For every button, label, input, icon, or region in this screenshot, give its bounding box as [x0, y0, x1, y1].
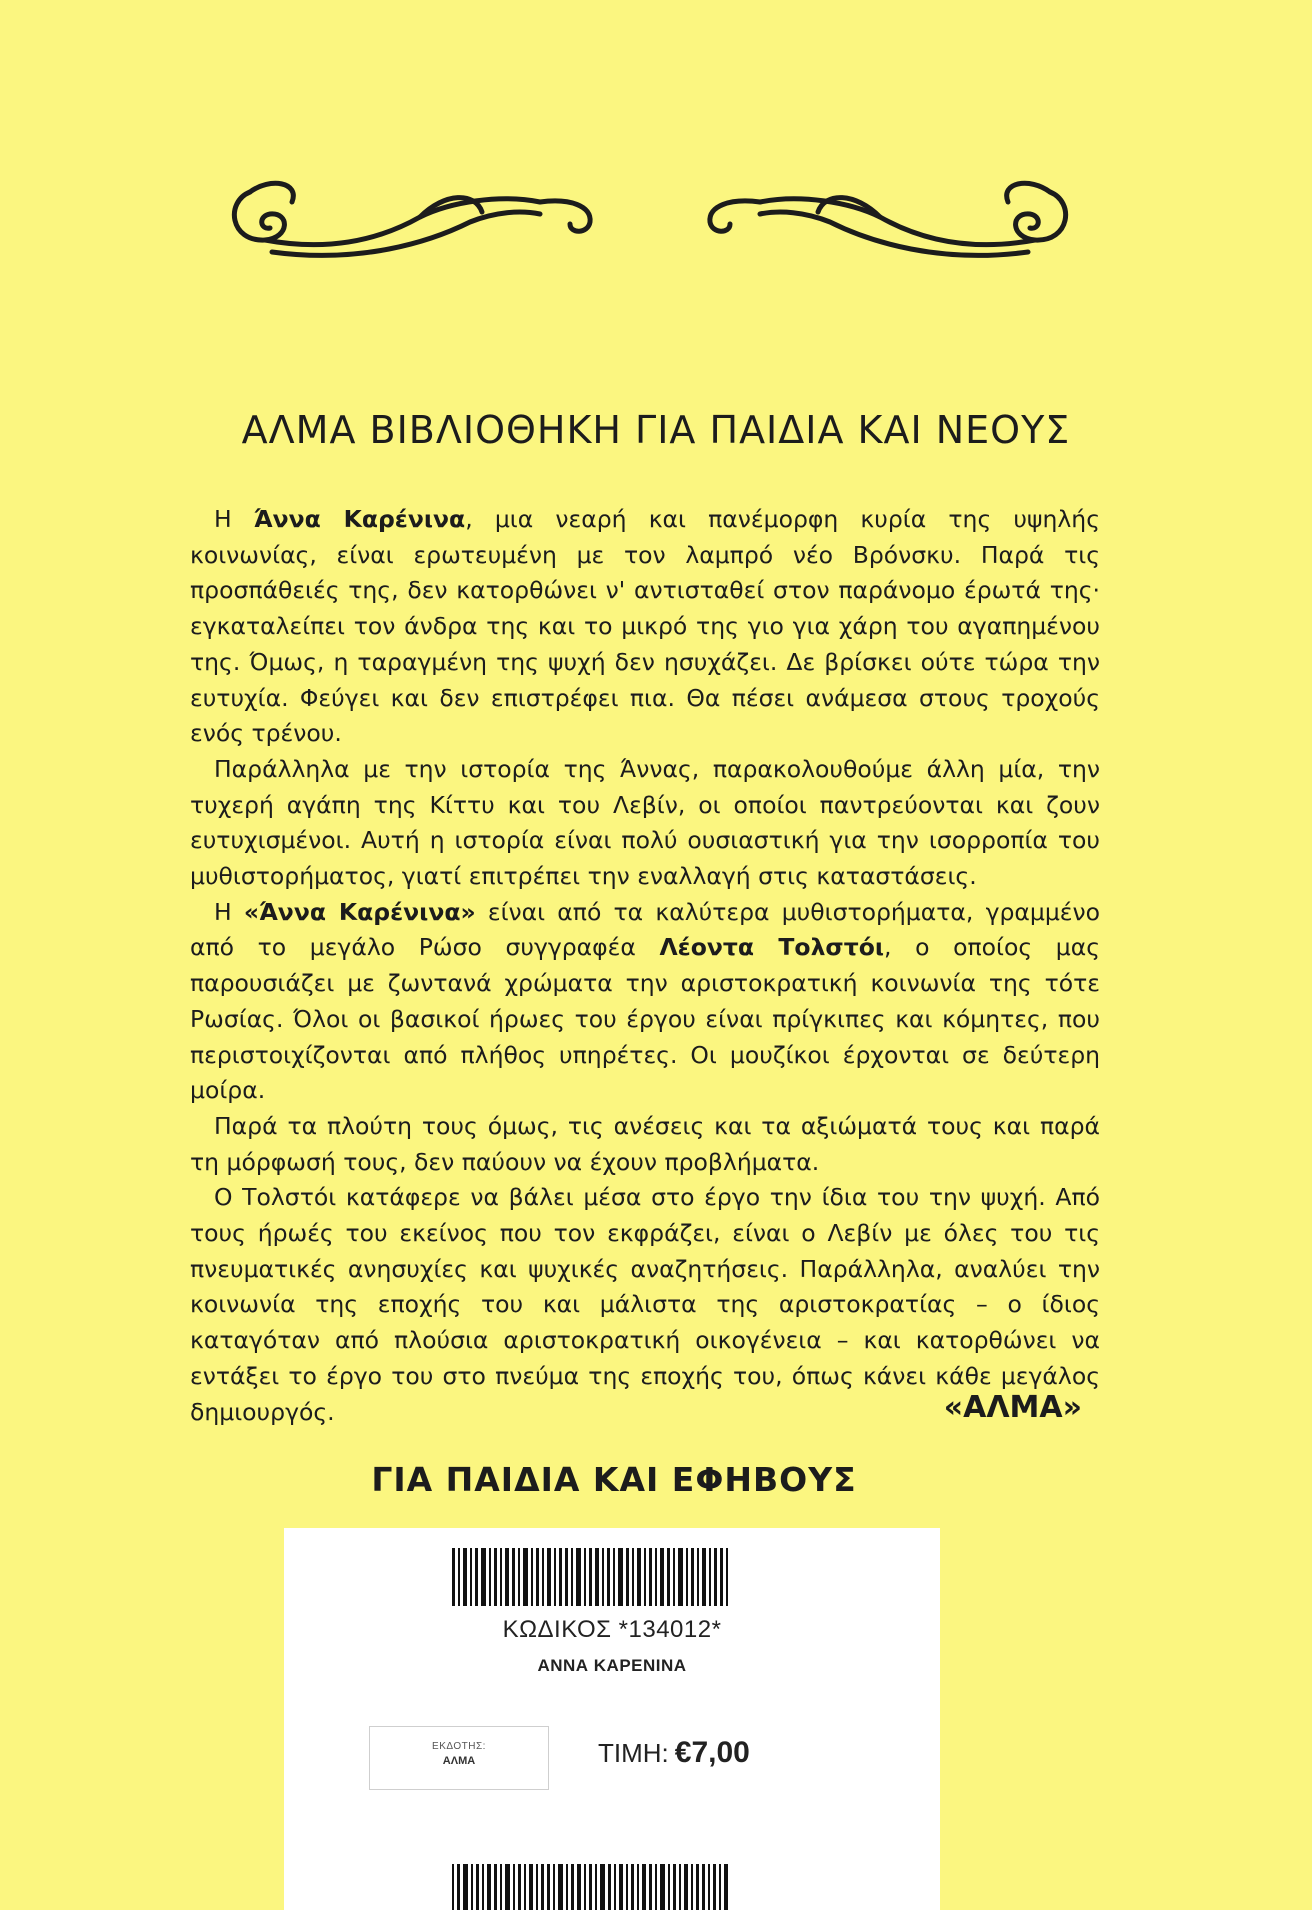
barcode-bar	[471, 1864, 473, 1910]
barcode-bar	[500, 1548, 502, 1606]
barcode-bar	[702, 1864, 705, 1910]
barcode-bar	[668, 1864, 670, 1910]
barcode-bar	[642, 1864, 646, 1910]
barcode-bar	[494, 1864, 497, 1910]
barcode-bar	[708, 1864, 710, 1910]
barcode-bar	[489, 1548, 491, 1606]
blurb-paragraph-4: Παρά τα πλούτη τους όμως, τις ανέσεις και τα αξιώματά τους και παρά τη μόρφωσή τους, δεν παύουν να έχουν προβλήματα.	[190, 1111, 1100, 1176]
barcode-bar	[482, 1864, 484, 1910]
price-value: €7,00	[674, 1736, 750, 1769]
barcode-bar	[554, 1548, 556, 1606]
barcode-bar	[637, 1864, 639, 1910]
barcode-bar	[463, 1548, 467, 1606]
barcode-bar	[696, 1864, 699, 1910]
barcode-bar	[614, 1864, 616, 1910]
barcode-bar	[542, 1548, 544, 1606]
barcode-bar	[613, 1548, 615, 1606]
barcode-bar	[589, 1864, 592, 1910]
publisher-box	[369, 1726, 549, 1790]
barcode-bar	[524, 1864, 526, 1910]
barcode-bar	[667, 1548, 670, 1606]
barcode-bar	[547, 1548, 551, 1606]
barcode-bar	[673, 1548, 675, 1606]
barcode-bar	[632, 1548, 634, 1606]
barcode-bar	[518, 1548, 520, 1606]
barcode-bar	[600, 1864, 605, 1910]
barcode-bar	[637, 1548, 641, 1606]
barcode-bar	[697, 1548, 699, 1606]
barcode-bar	[618, 1548, 623, 1606]
barcode-bar	[589, 1548, 592, 1606]
barcode-bar	[595, 1864, 597, 1910]
blurb-paragraph-1	[190, 502, 1100, 752]
barcode-bar	[536, 1548, 539, 1606]
blurb-text-run: Η	[214, 897, 244, 926]
barcode-bar	[494, 1548, 497, 1606]
barcode-bar	[719, 1864, 721, 1910]
barcode-bar	[487, 1864, 491, 1910]
barcode-bar	[571, 1864, 574, 1910]
author-name-bold: Λέοντα Τολστόι	[659, 933, 885, 962]
barcode-bar	[481, 1548, 486, 1606]
barcode-bar	[475, 1548, 478, 1606]
barcode-bar	[684, 1864, 688, 1910]
flourish-ornament	[220, 172, 1080, 272]
barcode-bar	[452, 1548, 455, 1606]
series-title: ΑΛΜΑ ΒΙΒΛΙΟΘΗΚΗ ΓΙΑ ΠΑΙΔΙΑ ΚΑΙ ΝΕΟΥΣ	[241, 408, 1071, 452]
barcode-bar	[529, 1864, 533, 1910]
product-code: ΚΩΔΙΚΟΣ *134012*	[502, 1616, 722, 1643]
barcode-bar	[602, 1548, 604, 1606]
barcode-bar	[608, 1864, 611, 1910]
barcode-bar	[691, 1548, 694, 1606]
blurb-paragraph-2: Παράλληλα με την ιστορία της Άννας, παρακολουθούμε άλλη μία, την τυχερή αγάπη της Κίττυ και του Λεβίν, οι οποίοι παντρεύονται και ζουν ευτυχισμένοι. Αυτή η ιστορία είναι πολύ ουσιαστική για την ισορροπία του μυθιστορήματος, γιατί επιτρέπει την εναλλαγή στις καταστάσεις.	[190, 754, 1100, 891]
blurb-text-run: Η	[214, 505, 254, 533]
barcode-bar	[626, 1864, 628, 1910]
barcode-bar	[547, 1864, 550, 1910]
barcode-bar	[470, 1548, 472, 1606]
barcode-bar	[595, 1548, 599, 1606]
barcode-bar	[505, 1864, 510, 1910]
barcode-bar	[607, 1548, 610, 1606]
barcode-bar	[714, 1548, 717, 1606]
barcode-bar	[649, 1864, 652, 1910]
barcode-bar	[566, 1864, 568, 1910]
barcode-bar	[452, 1864, 454, 1910]
barcode-bar	[649, 1548, 652, 1606]
barcode-bottom	[452, 1864, 742, 1910]
book-title-bold: «Άννα Καρένινα»	[243, 897, 476, 926]
publisher-label: ΕΚΔΟΤΗΣ:	[432, 1741, 486, 1752]
barcode-bar	[476, 1864, 479, 1910]
barcode-bar	[673, 1864, 676, 1910]
barcode-bar	[655, 1548, 657, 1606]
barcode-bar	[531, 1548, 533, 1606]
barcode-bar	[702, 1548, 706, 1606]
barcode-bar	[584, 1548, 586, 1606]
barcode-bar	[720, 1548, 723, 1606]
barcode-bar	[655, 1864, 657, 1910]
barcode-bar	[631, 1864, 634, 1910]
price-sticker	[284, 1528, 940, 1910]
barcode-bar	[558, 1864, 563, 1910]
blurb-paragraph-3	[190, 895, 1100, 1109]
barcode-bar	[571, 1548, 573, 1606]
barcode-bar	[709, 1548, 711, 1606]
blurb-text-run: , μια νεαρή και πανέμορφη κυρία της υψηλής κοινωνίας, είναι ερωτευμένη με τον λαμπρό νέο Βρόνσκυ. Παρά τις προσπάθειές της, δεν κατορθώνει ν' αντισταθεί στον παράνομο έρωτά της· εγκαταλείπει τον άνδρα της και το μικρό της γιο για χάρη του αγαπημένου της. Όμως, η ταραγμένη της ψυχή δεν ησυχάζει. Δε βρίσκει ούτε τώρα την ευτυχία. Φεύγει και δεν επιστρέφει πια. Θα πέσει ανάμεσα στους τροχούς ενός τρένου.	[190, 505, 1100, 748]
blurb-text	[190, 502, 1100, 1430]
blurb-text-run: είναι από τα καλύτερα μυθιστορήματα, γραμμένο από το μεγάλο Ρώσο συγγραφέα	[190, 897, 1100, 962]
audience-line: ΓΙΑ ΠΑΙΔΙΑ ΚΑΙ ΕΦΗΒΟΥΣ	[371, 1460, 857, 1499]
barcode-bar	[513, 1864, 515, 1910]
barcode-bar	[660, 1864, 665, 1910]
barcode-bar	[553, 1864, 555, 1910]
price-label: ΤΙΜΗ:	[598, 1738, 669, 1768]
barcode-bar	[644, 1548, 646, 1606]
barcode-bar	[713, 1864, 716, 1910]
barcode-bar	[541, 1864, 544, 1910]
barcode-bar	[577, 1864, 581, 1910]
barcode-bar	[565, 1548, 568, 1606]
barcode-bar	[457, 1864, 460, 1910]
barcode-bar	[691, 1864, 693, 1910]
barcode-bar	[463, 1864, 468, 1910]
barcode-bar	[576, 1548, 581, 1606]
barcode-bar	[660, 1548, 664, 1606]
barcode-bar	[505, 1548, 509, 1606]
barcode-bar	[726, 1548, 728, 1606]
barcode-bar	[523, 1548, 528, 1606]
barcode-bar	[626, 1548, 629, 1606]
barcode-bar	[512, 1548, 515, 1606]
barcode-bar	[584, 1864, 586, 1910]
barcode-bar	[536, 1864, 538, 1910]
barcode-bar	[559, 1548, 562, 1606]
barcode-bar	[678, 1548, 683, 1606]
blurb-text-run: , ο οποίος μας παρουσιάζει με ζωντανά χρώματα την αριστοκρατική κοινωνία της τότε Ρωσίας. Όλοι οι βασικοί ήρωες του έργου είναι πρίγκιπες και κόμητες, που περιστοιχίζονται από πλήθος υπηρέτες. Οι μουζίκοι έρχονται σε δεύτερη μοίρα.	[190, 933, 1101, 1105]
sticker-book-title: ΑΝΝΑ ΚΑΡΕΝΙΝΑ	[537, 1656, 687, 1675]
publisher-signature: «ΑΛΜΑ»	[943, 1390, 1082, 1425]
barcode-bar	[500, 1864, 502, 1910]
book-title-bold: Άννα Καρένινα	[253, 505, 466, 533]
barcode-bar	[724, 1864, 728, 1910]
blurb-paragraph-5: Ο Τολστόι κατάφερε να βάλει μέσα στο έργο την ίδια του την ψυχή. Από τους ήρωές του εκείνος που τον εκφράζει, είναι ο Λεβίν με όλες του τις πνευματικές ανησυχίες και ψυχικές αναζητήσεις. Παράλληλα, αναλύει την κοινωνία της εποχής του και μάλιστα της αριστοκρατίας – ο ίδιος καταγόταν από πλούσια αριστοκρατική οικογένεια – και κατορθώνει να εντάξει το έργο του στο πνεύμα της εποχής του, όπως κάνει κάθε μεγάλος δημιουργός.	[190, 1183, 1100, 1426]
barcode-bar	[518, 1864, 521, 1910]
barcode-bar	[679, 1864, 681, 1910]
barcode-bar	[619, 1864, 623, 1910]
barcode-top	[452, 1548, 742, 1606]
barcode-bar	[686, 1548, 688, 1606]
price	[598, 1736, 750, 1770]
publisher-name: ΑΛΜΑ	[442, 1755, 476, 1767]
barcode-bar	[458, 1548, 460, 1606]
